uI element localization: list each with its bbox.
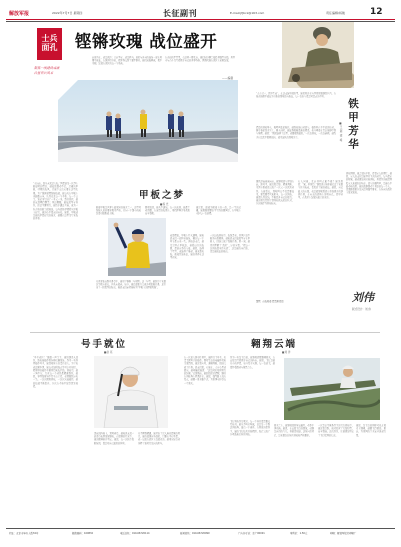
article-4-text-col5: 她说，女飞行员同样可以在蓝天上翱翔，她要飞得更高、更远，为祖国的空天安全贡献力量。 <box>356 424 386 437</box>
column-badge <box>37 28 62 60</box>
article-3-text-col3: 从不懂到精通，她付出了常人难以想象的努力。她的故事告诉我们，只要心中有梦想，就一定能在战位上绽放光彩。她用实际行动诠释了新时代女兵的担当。 <box>138 432 180 445</box>
section-divider <box>30 332 380 333</box>
column-badge-bottom: 面孔 <box>41 42 58 52</box>
intro-text-1: 兵员所在，就是战位；官兵坚守，就是担当。他们与各自的装备一起在风雨中成长，在演训中淬炼，把青春交给了强军事业。她们英姿飒爽，柔中带刚，绽放在战位的每一个角落。 <box>92 56 162 66</box>
tank-soldier-photo <box>282 22 354 88</box>
slogan-line-1: 聚焦一线建设成就 <box>34 66 60 70</box>
editor-credit: 责任编辑/杨骏 <box>326 11 346 15</box>
column-slogan <box>34 66 60 76</box>
footer-item-2: 电话总机：010-66720114 <box>120 532 150 535</box>
signal-operator-photo <box>94 356 168 428</box>
page-number: 12 <box>370 7 383 17</box>
article-3-text-col4: 在一次重大演习任务中，她担任主号手，负责关键环节的操作。面对复杂的电磁环境和突发情况，她沉着应对，准确判断，圆满完成了任务。战友们说，有她在，大家心里就踏实。她却谦虚地说：“这是团队共同努力的结果。”荣誉面前，她始终保持清醒，继续在训练场上挥洒汗水。她说，强军路上没有终点，她要一直奔跑下去，为祖国守护好每一寸蓝天。 <box>184 356 226 385</box>
intro-signoff: ——编者 <box>222 76 234 80</box>
article-1-title: 甲板之梦 <box>139 190 186 201</box>
footer-item-4: 广告许可证：京广00001 <box>238 532 265 535</box>
article-4-text-col2: 飞行训练异常艰苦，每一个科目都需要反复练习。她从不叫苦叫累，总是第一个到达训练场，最后一个离开。在教员的指导下，她的飞行技术日益精湛，先后完成了多项高难度科目训练。 <box>230 420 270 436</box>
article-3-author: ■赵 亮 <box>104 351 113 354</box>
article-2-text-c: 钢铁洪流滚滚向前，她驾驶战车冲锋在前。演习中，她沉着冷静，精准判断，带领车组成员完成了一次又一次战术动作。在她看来，驾驶坦克不仅需要技术，更需要勇气和担当。每一次训练，她都认真总结，不断提升自己的能力。她的努力得到了领导和战友们的认可，多次被评为训练标兵。 <box>256 180 294 206</box>
article-2-title: 铁甲芳华 <box>347 98 359 152</box>
article-1-text-col1: “入伍前，我从未见过大海。”回想起第一次登上航母时的情景，她依然激动不已。辽阔的甲板、呼啸的海风，让她下定决心要在这里扎根。为了掌握起降保障技能，她每天在甲板上奔跑数万步，认真记录每一个手势、每一个口令，笔记本写满了一本又一本。烈日炙烤，她的皮肤晒得黝黑；风浪颠簸，她依然坚守岗位。经过不懈努力，她终于通过考核，成为一名合格的航空保障员。每当战机呼啸着从甲板上起飞，她的心中都充满自豪。她说，甲板就是她的梦想起飞的地方，她要在这里书写无悔的青春。 <box>33 182 78 221</box>
pilot-on-aircraft-photo <box>284 358 380 420</box>
article-2-text-d: 有人问她，女兵开坦克累不累？她笑着说：“累，但值得。”钢铁战车陪伴她度过了无数个日日夜夜，也见证了她的成长。她说，自己最大的心愿，就是能驾驶着战车参加更多的演训任务，在未来的战场上证明自己。铁甲芳华，在战位上绽放出最美的光彩。 <box>298 180 343 200</box>
article-4-text-col4: 一次复杂气象条件下的飞行训练中，她沉着冷静，成功处置了突发特情，安全着陆。这次经历，让她更加坚定了飞行报国的信念。 <box>318 424 354 437</box>
issue-date: 2022年7月7日 星期四 <box>52 11 83 15</box>
article-1-text-col3: 面对挑战，她从不退缩。每一次夜训，她都主动请缨，在漆黑的海面上，用指挥棒引导战机安全着舰。 <box>145 206 190 216</box>
article-3-title: 号手就位 <box>81 339 128 350</box>
article-4-text-col3: 蓝天之上，她驾驶战机穿云破雾，动作干净利落。她说，在云端飞行的感觉，就像是自由的鸟儿。但她也知道，这份自由背后，是无数次的刻苦训练和严格要求。 <box>274 424 314 437</box>
article-2-text-a: “人车合一，铁甲生威”。在这支装甲部队里，她们用汗水与坚韧征服钢铁巨兽，在炮火硝烟中成长为合格的驾驶员与炮长，每一次出车都是对意志的考验。 <box>256 92 336 99</box>
deck-crew-photo <box>108 218 166 276</box>
footer-item-6: 印刷：解放军报社印刷厂 <box>330 532 357 535</box>
article-2-text-e: 训练间隙，她会拿出手机，看看家人的照片。她说，家人的支持是她坚持下去的动力。每当想家的时候，她就更加刻苦地训练，用优异的成绩回报家人和部队的培养。战车的轰鸣声，是她心中最动听的歌。她的故事感动了身边的每一个人，也激励着更多女兵投身强军事业，在各自的战位上发光发热。 <box>346 172 392 195</box>
article-1-text-col7: 从青涩新兵到业务骨干，她用了整整三年时间。这三年里，她经历了无数次失败与重来，但从未放弃。如今，她已能独立完成多项保障任务，还带出了一批优秀的徒弟，被战友们亲切地称为“甲板上的铿锵玫瑰”。 <box>96 280 166 290</box>
article-1-author: ■杨 光 <box>160 203 169 206</box>
footer-rule <box>6 528 395 529</box>
article-4-author: ■刘 洋 <box>282 351 291 354</box>
masthead-logo: 解放军报 <box>9 11 30 17</box>
carrier-deck-photo <box>58 80 238 162</box>
footer-address: 社址：北京市阜外大街34号 <box>9 532 39 535</box>
article-4-title: 翱翔云端 <box>251 339 298 350</box>
article-2-text-b: 清晨的训练场上，轰鸣声此起彼伏。她熟练地启动战车，操纵杆在手中灵活转动，履带卷起漫天尘土。刚入伍时，她连驾驶舱都难以爬进，如今却能在复杂地形中驾车驰骋。她说：“既然选择了这里，就要做到最好。”一次次训练，一次次磨砺，她终于在比武中脱颖而出，成为连队的驾驶尖子。 <box>256 126 336 139</box>
article-1-text-col5: 夜幕降临，甲板上灯火通明。她和战友们一起检查装备，确认每一个环节都万无一失。训练结束后，她常常坐在甲板边，望着远方的海面，想起家乡的父母。她说，选择了军营，就选择了奉献，她无怨无悔。航母劈波斩浪，她的青春在这里闪光。 <box>170 234 204 260</box>
article-1-text-col4: 她常说，能成为航母上的一员，是一生的荣耀。她愿做那颗永不生锈的螺丝钉，在甲板上守护每一次起降。 <box>196 206 241 216</box>
intro-text-2: 在火热的军营里，有这样一群女兵，她们以巾帼之姿投身强军实践，用坚守与奋斗书写着属于自己的青春答卷，铿锵玫瑰在战位上竞相绽放。 <box>165 56 235 63</box>
footer-item-5: 零售价：1.50元 <box>290 532 308 535</box>
header-rule <box>6 19 395 20</box>
section-title: 长征副刊 <box>163 9 197 18</box>
artist-signature: 刘伟 <box>352 291 374 304</box>
article-2-author: ■王 超 梁 峰 <box>339 122 342 142</box>
article-1-text-col2: 航母甲板是世界上最危险的地方之一，这里对保障人员的要求极为严格，任何一个细小的疏忽都可能酿成大祸。 <box>96 206 141 216</box>
section-email: E-mail:jfjbcz@163.com <box>230 11 265 15</box>
article-4-text-col1: 作为一名女飞行员，她驾驶战鹰翱翔蓝天，在云端书写着属于自己的传奇。她说，飞行是她从小的梦想，如今终于实现。每一次起飞，她都怀着激动与敬畏之心。 <box>230 356 275 369</box>
credits-caption: 题图：南海某部 霍思涵 摄影 <box>256 300 284 303</box>
column-badge-top: 士兵 <box>41 33 58 43</box>
headline: 铿锵玫瑰 战位盛开 <box>75 32 218 51</box>
signature-caption: 版式设计：刘 伟 <box>352 308 371 311</box>
article-3-text-col2: 深夜的阵地上，寒风刺骨。她和战友们一起进行夜间发射演练，在微弱的灯光下，她的眼神格外坚定。她说，每一次按下发射按钮，都是对自己最好的检验。 <box>94 432 134 445</box>
article-3-text-col1: “号手就位！”随着一声令下，她迅速进入战位，熟练地操作着各种仪器设备。作为一名导弹操作号手，她深知肩上的责任重大。为了练就过硬本领，她每天加班加点学习专业知识，把厚厚的操作手册背得滚瓜烂熟。训练中，她一丝不苟，力求每一个动作都精准到位。她说，导弹发射容不得半点差错，必须做到万无一失。一次次模拟训练，一次次实装操作，她的技能不断提升，多次在考核中取得优异成绩。 <box>33 356 78 388</box>
footer-item-3: 新闻热线：010-66720999 <box>180 532 210 535</box>
article-1-text-col6: 一次远海训练中，海况恶劣，狂风巨浪不断冲击着舰体。她和战友们依然坚守在甲板上，圆满完成了保障任务。那一刻，她真正理解了“战位”二字的分量。“把每一次训练都当作实战”，这是她的座右铭，也是她成长的秘诀。 <box>210 234 250 254</box>
slogan-line-2: 凸显官兵风采 <box>34 71 54 75</box>
footer-item-1: 邮政编码：100832 <box>72 532 94 535</box>
